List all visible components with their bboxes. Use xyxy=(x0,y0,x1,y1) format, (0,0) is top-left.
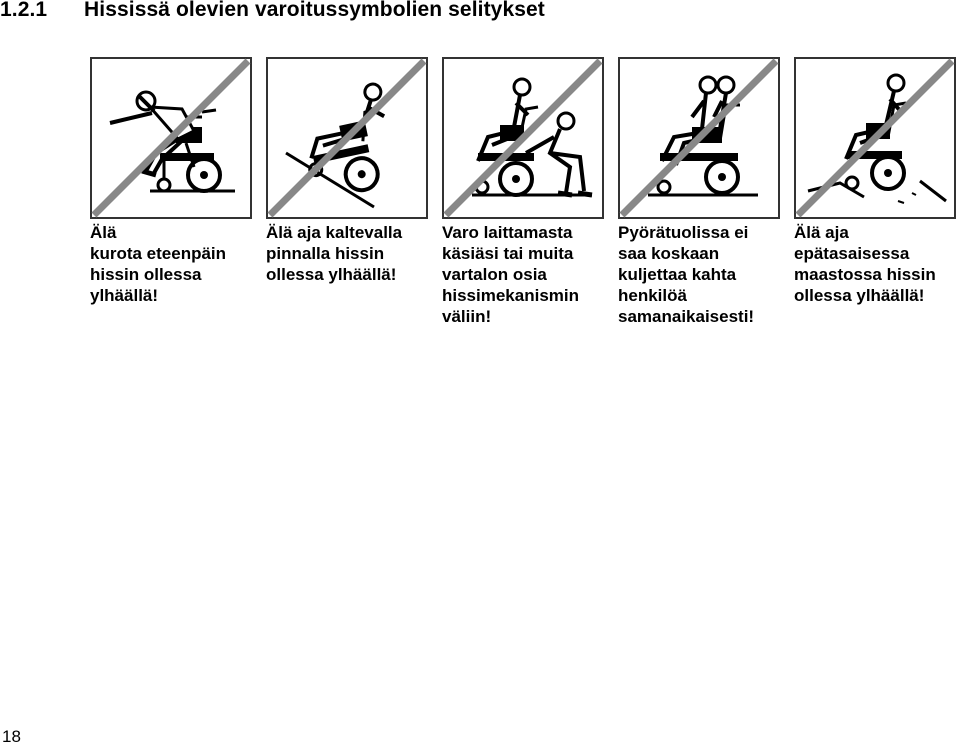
caption-uneven-terrain: Älä aja epätasaisessa maastossa hissin ollessa ylhäällä! xyxy=(794,223,936,305)
hands-in-mechanism-prohibited-icon xyxy=(442,57,604,219)
two-persons-prohibited-icon xyxy=(618,57,780,219)
section-title: Hississä olevien varoitussymbolien selitykset xyxy=(84,0,545,21)
caption-two-persons: Pyörätuolissa ei saa koskaan kuljettaa kahta henkilöä samanaikaisesti! xyxy=(618,223,755,326)
section-heading xyxy=(0,0,545,22)
slope-driving-prohibited-icon xyxy=(266,57,428,219)
uneven-terrain-prohibited-icon xyxy=(794,57,956,219)
caption-slope-driving: Älä aja kaltevalla pinnalla hissin ollessa ylhäällä! xyxy=(266,223,403,284)
page-number: 18 xyxy=(2,727,21,746)
section-number: 1.2.1 xyxy=(0,0,48,21)
caption-lean-forward: Älä kurota eteenpäin hissin ollessa ylhäällä! xyxy=(90,223,227,305)
lean-forward-prohibited-icon xyxy=(90,57,252,219)
caption-hands-in-mechanism: Varo laittamasta käsiäsi tai muita vartalon osia hissimekanismin väliin! xyxy=(442,223,580,326)
